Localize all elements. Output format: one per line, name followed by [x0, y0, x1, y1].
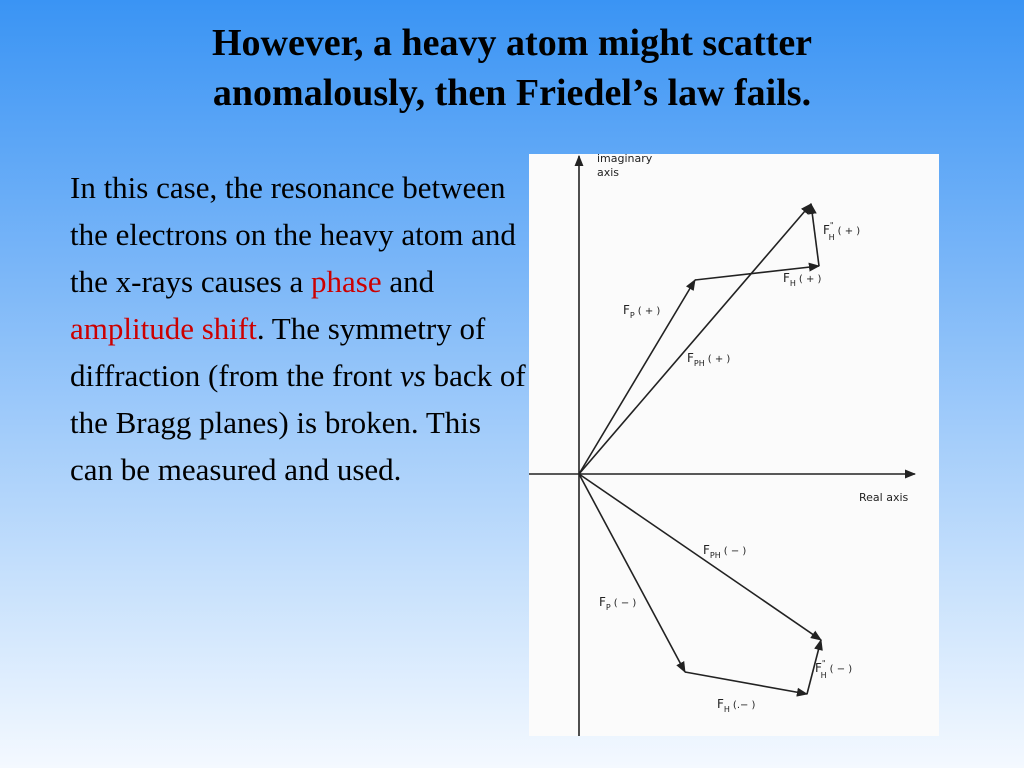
body-text-part-3: . The symmetry of diffraction (from the front: [70, 311, 486, 393]
title-line-1: However, a heavy atom might scatter: [211, 22, 813, 64]
label-fh-minus: $F_H$ (.− ): [717, 697, 756, 714]
body-paragraph: [70, 164, 530, 493]
highlight-amplitude-shift: amplitude shift: [70, 311, 257, 346]
label-fh-dd-minus: F" H( − ): [815, 659, 853, 680]
imaginary-axis-label-line-1: imaginary: [597, 154, 653, 165]
vector-fph-plus: [579, 204, 811, 474]
vector-fp-minus: [579, 474, 685, 672]
label-fph-plus: $F_{PH}$ ( + ): [687, 351, 731, 368]
title-line-2: anomalously, then Friedel’s law fails.: [212, 72, 812, 114]
imaginary-axis-label-line-2: axis: [597, 166, 620, 179]
highlight-phase: phase: [311, 264, 382, 299]
label-fph-minus: $F_{PH}$ ( − ): [703, 543, 747, 560]
body-text-part-2: and: [381, 264, 435, 299]
vector-fph-minus: [579, 474, 821, 640]
italic-vs: vs: [399, 358, 426, 393]
body-text-part-1: In this case, the resonance between the electrons on the heavy atom and the x-rays causes a: [70, 170, 516, 299]
label-fh-plus: $F_H$ ( + ): [783, 271, 822, 288]
argand-diagram-figure: [529, 154, 939, 736]
vector-fh-minus: [685, 672, 807, 694]
real-axis-label: Real axis: [859, 491, 909, 504]
argand-diagram: [529, 154, 939, 736]
label-fp-minus: $F_P$ ( − ): [599, 595, 637, 612]
label-fh-dd-plus: F" H( + ): [823, 221, 861, 242]
body-text-part-4: back of the Bragg planes) is broken. This can be measured and used.: [70, 358, 526, 487]
vector-fh-dd-plus: [811, 204, 819, 266]
label-fp-plus: $F_P$ ( + ): [623, 303, 661, 320]
slide-title: [0, 18, 1024, 118]
